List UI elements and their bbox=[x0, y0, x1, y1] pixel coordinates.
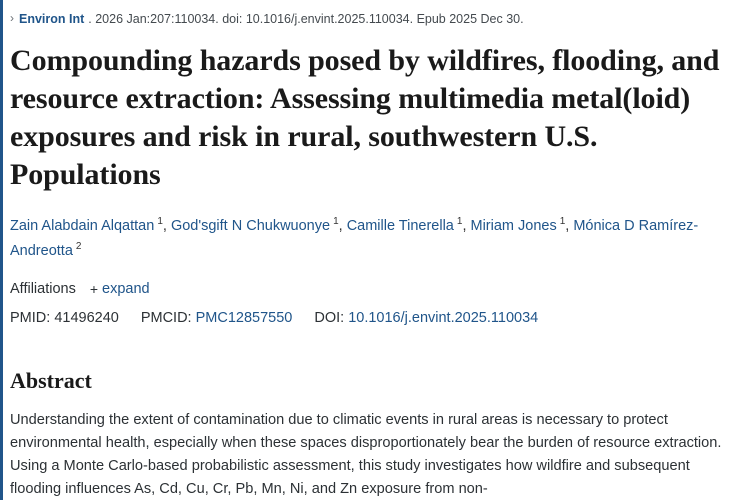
doi-group bbox=[314, 310, 538, 326]
author-entry bbox=[471, 218, 570, 234]
author-entry bbox=[347, 218, 467, 234]
accent-bar bbox=[0, 0, 3, 500]
affiliations-row bbox=[10, 281, 740, 297]
expand-label: expand bbox=[102, 281, 150, 297]
author-affiliation-marker: 1 bbox=[333, 216, 339, 228]
author-link[interactable]: Miriam Jones bbox=[470, 218, 557, 235]
chevron-right-icon: › bbox=[10, 11, 14, 25]
author-list bbox=[10, 214, 740, 263]
journal-link[interactable]: Environ Int bbox=[19, 12, 85, 26]
pmcid-link[interactable]: PMC12857550 bbox=[195, 310, 293, 326]
abstract-text: Understanding the extent of contamination due to climatic events in rural areas is necessary to protect environmental health, especially when these spaces disproportionately bear the burden of resource extraction. Using a Monte Carlo-based probabilistic assessment, this study investigates how wildfire and subsequent flooding influences As, Cd, Cu, Cr, Pb, Mn, Ni, and Zn exposure from non- bbox=[10, 412, 722, 498]
author-separator: , bbox=[565, 218, 570, 235]
author-link[interactable]: God'sgift N Chukwuonye bbox=[170, 218, 331, 235]
author-separator: , bbox=[462, 218, 467, 235]
affiliations-label: Affiliations bbox=[10, 281, 76, 297]
author-separator: , bbox=[162, 218, 167, 235]
author-link[interactable]: Camille Tinerella bbox=[346, 218, 454, 235]
identifiers-row bbox=[10, 310, 740, 326]
abstract-heading: Abstract bbox=[10, 368, 92, 393]
author-affiliation-marker: 2 bbox=[75, 240, 82, 252]
citation-details: . 2026 Jan:207:110034. doi: 10.1016/j.envint.2025.110034. Epub 2025 Dec 30. bbox=[88, 12, 524, 26]
author-entry bbox=[10, 218, 167, 234]
author-affiliation-marker: 1 bbox=[559, 216, 566, 228]
author-affiliation-marker: 1 bbox=[456, 216, 463, 228]
plus-icon: + bbox=[89, 281, 99, 297]
author-affiliation-marker: 1 bbox=[157, 216, 163, 228]
pmid-label: PMID: bbox=[10, 310, 51, 326]
doi-link[interactable]: 10.1016/j.envint.2025.110034 bbox=[348, 310, 539, 326]
pmcid-label: PMCID: bbox=[140, 310, 192, 326]
author-link[interactable]: Zain Alabdain Alqattan bbox=[10, 218, 155, 235]
page-title: Compounding hazards posed by wildfires, flooding, and resource extraction: Assessing multimedia metal(loid) exposures and risk in rural, southwestern U.S. Populations bbox=[10, 44, 720, 192]
journal-citation bbox=[10, 12, 740, 26]
pmcid-group bbox=[141, 310, 293, 326]
author-separator: , bbox=[338, 218, 343, 235]
doi-label: DOI: bbox=[314, 310, 345, 326]
author-link[interactable]: Mónica D Ramírez-Andreotta bbox=[10, 218, 699, 259]
author-entry bbox=[171, 218, 343, 234]
expand-affiliations-button[interactable] bbox=[90, 281, 150, 297]
pmid-group bbox=[10, 310, 119, 326]
pmid-value: 41496240 bbox=[54, 310, 119, 326]
